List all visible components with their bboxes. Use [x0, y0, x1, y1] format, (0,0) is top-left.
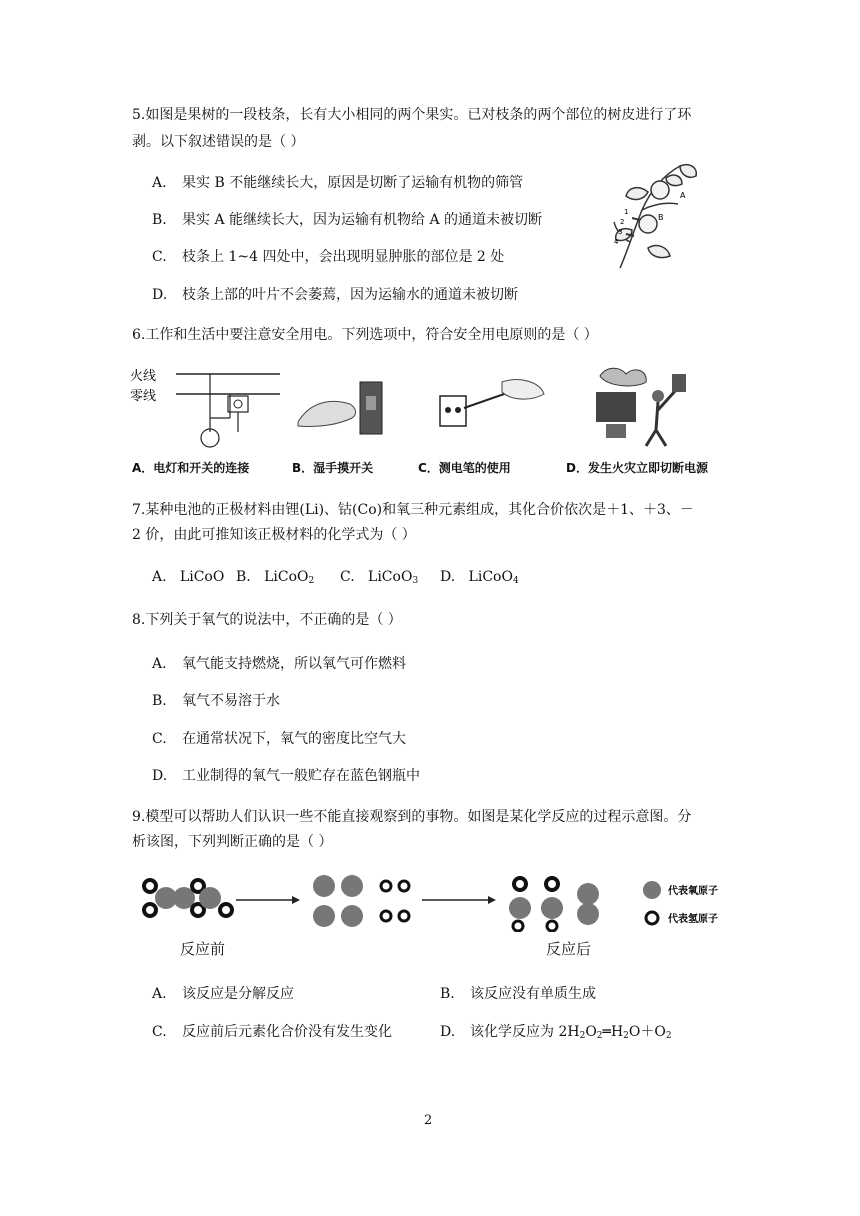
q5-option-d[interactable]: D. 枝条上部的叶片不会萎蔫，因为运输水的通道未被切断: [152, 287, 518, 303]
after-reaction-label: 反应后: [546, 940, 592, 958]
mark-2-label: 2: [620, 218, 625, 226]
legend-oxygen-label: 代表氧原子: [668, 886, 718, 897]
q7-stem-line1: 7.某种电池的正极材料由锂(Li)、钴(Co)和氧三种元素组成，其化合价依次是＋1、＋3、－: [132, 502, 694, 518]
q6-images: [130, 362, 730, 452]
mark-3-label: 3: [618, 228, 623, 236]
q9-option-b[interactable]: B. 该反应没有单质生成: [440, 986, 596, 1002]
q5-stem-line1: 5.如图是果树的一段枝条，长有大小相同的两个果实。已对枝条的两个部位的树皮进行了环: [132, 107, 692, 123]
legend-hydrogen-label: 代表氢原子: [668, 914, 718, 925]
q5-option-c[interactable]: C. 枝条上 1~4 四处中，会出现明显肿胀的部位是 2 处: [152, 249, 505, 265]
q9-option-d[interactable]: D. 该化学反应为 $2H_2O_2═H_2O+O_2$: [440, 1024, 672, 1041]
q8-option-b[interactable]: B. 氧气不易溶于水: [152, 693, 280, 709]
q7-option-b[interactable]: B. LiCoO$_2$: [236, 569, 315, 586]
q8-option-d[interactable]: D. 工业制得的氧气一般贮存在蓝色钢瓶中: [152, 768, 420, 784]
q9-option-c[interactable]: C. 反应前后元素化合价没有发生变化: [152, 1024, 392, 1040]
q6-stem: 6.工作和生活中要注意安全用电。下列选项中，符合安全用电原则的是（ ）: [132, 327, 598, 343]
q9-option-a[interactable]: A. 该反应是分解反应: [152, 986, 294, 1002]
q8-option-a[interactable]: A. 氧气能支持燃烧，所以氧气可作燃料: [152, 656, 406, 672]
q7-option-c[interactable]: C. LiCoO$_3$: [340, 569, 419, 586]
fire-power-off-illustration: [596, 368, 686, 446]
q5-option-a[interactable]: A. 果实 B 不能继续长大，原因是切断了运输有机物的筛管: [152, 175, 524, 191]
mark-4-label: 4: [614, 238, 619, 246]
q6-caption-a: A．电灯和开关的连接: [132, 461, 250, 475]
lamp-switch-illustration: [176, 374, 280, 447]
reactant-molecules: [144, 880, 232, 916]
q6-caption-c: C．测电笔的使用: [418, 461, 511, 475]
legend-oxygen-swatch: [643, 881, 661, 899]
page-number: 2: [424, 1113, 433, 1128]
branch-figure: [608, 160, 702, 272]
test-pen-illustration: [440, 380, 544, 426]
fruit-a-label: A: [680, 191, 686, 200]
before-reaction-label: 反应前: [180, 940, 226, 958]
q9-stem-line2: 析该图，下列判断正确的是（ ）: [132, 834, 333, 850]
q8-stem: 8.下列关于氧气的说法中，不正确的是（ ）: [132, 612, 402, 628]
product-molecules: [509, 878, 599, 931]
q6-caption-b: B．湿手摸开关: [292, 461, 374, 475]
q8-option-c[interactable]: C. 在通常状况下，氧气的密度比空气大: [152, 731, 406, 747]
wet-hand-illustration: [298, 382, 382, 434]
legend-hydrogen-swatch: [646, 912, 658, 924]
q7-stem-line2: 2 价，由此可推知该正极材料的化学式为（ ）: [132, 527, 416, 543]
mark-1-label: 1: [624, 208, 629, 216]
separated-atoms: [313, 875, 409, 927]
q9-stem-line1: 9.模型可以帮助人们认识一些不能直接观察到的事物。如图是某化学反应的过程示意图。分: [132, 809, 692, 825]
live-wire-label: 火线: [130, 369, 157, 384]
q5-option-b[interactable]: B. 果实 A 能继续长大，因为运输有机物给 A 的通道未被切断: [152, 212, 543, 228]
q5-stem-line2: 剥。以下叙述错误的是（ ）: [132, 134, 305, 150]
reaction-diagram: [132, 868, 732, 932]
q7-option-d[interactable]: D. LiCoO$_4$: [440, 569, 519, 586]
neutral-wire-label: 零线: [130, 389, 157, 404]
q6-caption-d: D．发生火灾立即切断电源: [566, 461, 708, 475]
fruit-b-label: B: [658, 213, 664, 222]
q7-option-a[interactable]: A. LiCoO: [152, 569, 225, 585]
